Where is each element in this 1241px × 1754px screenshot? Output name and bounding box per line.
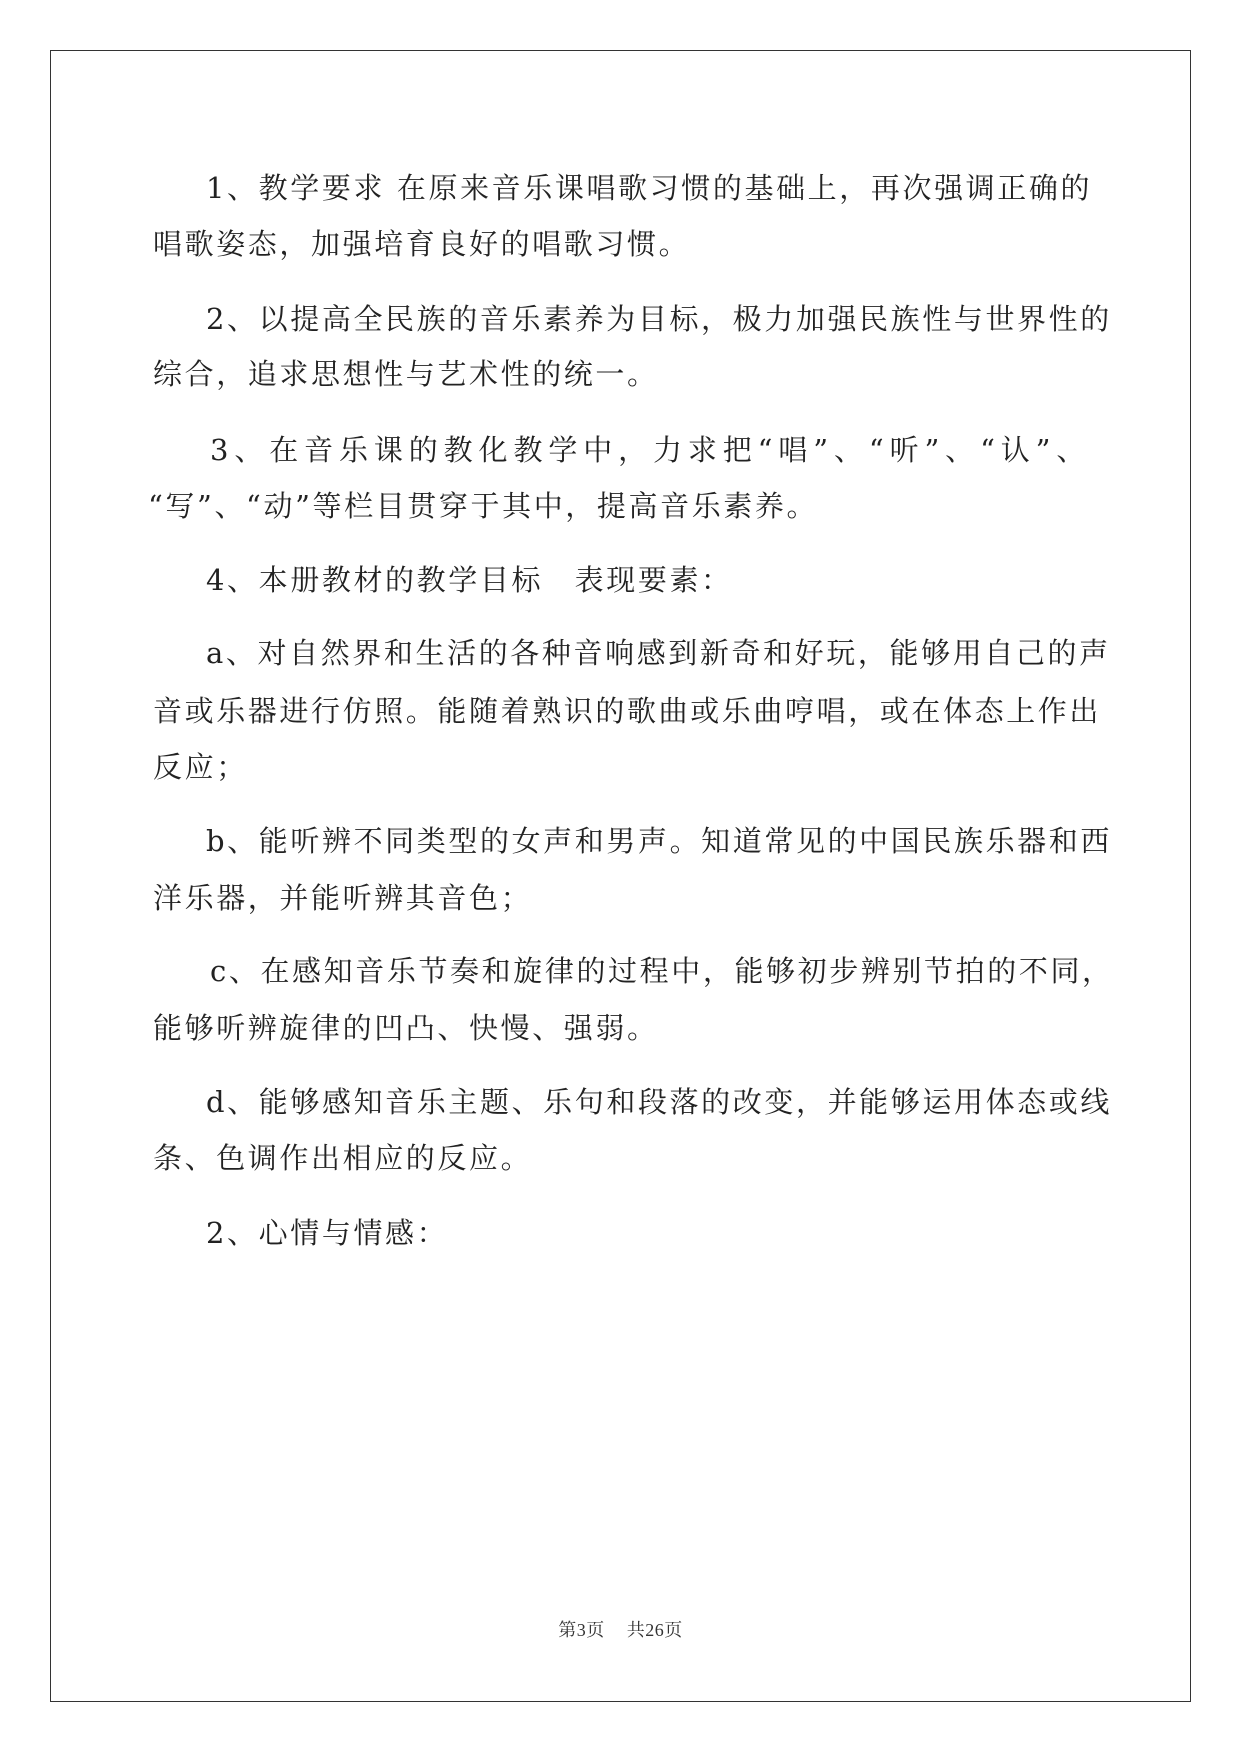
section-2-heading: 2、心情与情感：: [206, 1216, 449, 1250]
paragraph-3-line-1: 3、在音乐课的教化教学中，力求把“唱”、“听”、“认”、: [210, 433, 1088, 467]
paragraph-a-line-3: 反应；: [153, 750, 248, 784]
page-footer: [0, 1616, 1241, 1642]
page-total: 共26页: [626, 1620, 683, 1640]
paragraph-2-line-1: 2、以提高全民族的音乐素养为目标，极力加强民族性与世界性的: [206, 302, 1112, 336]
paragraph-d-line-2: 条、色调作出相应的反应。: [153, 1141, 533, 1175]
paragraph-4-heading: 4、本册教材的教学目标 表现要素：: [206, 563, 733, 597]
paragraph-3-line-2: “写”、“动”等栏目贯穿于其中，提高音乐素养。: [148, 489, 819, 523]
paragraph-c-line-1: c、在感知音乐节奏和旋律的过程中，能够初步辨别节拍的不同，: [210, 954, 1114, 988]
paragraph-b-line-2: 洋乐器，并能听辨其音色；: [153, 881, 533, 915]
page-border: [50, 50, 1191, 1702]
page-number: 第3页: [558, 1620, 605, 1640]
paragraph-2-line-2: 综合，追求思想性与艺术性的统一。: [153, 357, 659, 391]
paragraph-1-line-1: 1、教学要求 在原来音乐课唱歌习惯的基础上，再次强调正确的: [206, 171, 1093, 205]
paragraph-1-line-2: 唱歌姿态，加强培育良好的唱歌习惯。: [153, 227, 691, 261]
paragraph-a-line-2: 音或乐器进行仿照。能随着熟识的歌曲或乐曲哼唱，或在体态上作出: [153, 694, 1102, 728]
paragraph-c-line-2: 能够听辨旋律的凹凸、快慢、强弱。: [153, 1011, 659, 1045]
paragraph-b-line-1: b、能听辨不同类型的女声和男声。知道常见的中国民族乐器和西: [206, 824, 1112, 858]
paragraph-a-line-1: a、对自然界和生活的各种音响感到新奇和好玩，能够用自己的声: [206, 636, 1111, 670]
paragraph-d-line-1: d、能够感知音乐主题、乐句和段落的改变，并能够运用体态或线: [206, 1085, 1112, 1119]
